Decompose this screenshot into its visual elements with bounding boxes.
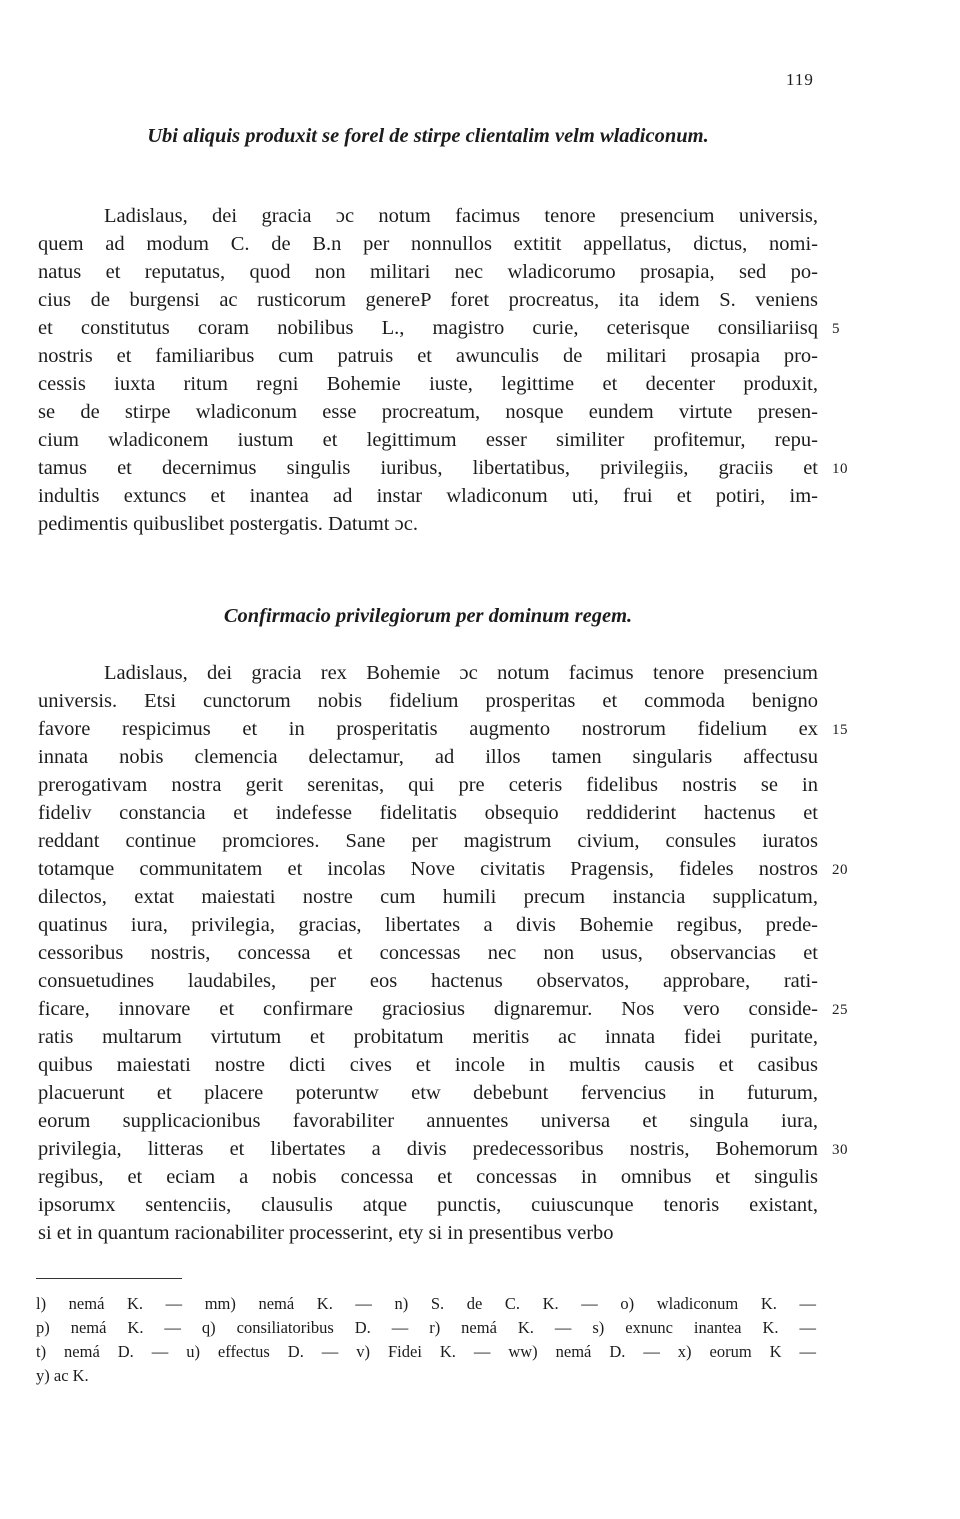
text-line (38, 1135, 848, 1163)
text-line (38, 398, 818, 426)
text-line (38, 510, 818, 538)
text-line (38, 286, 818, 314)
footnote-divider (36, 1278, 182, 1279)
text-line (38, 314, 840, 342)
text-line (38, 1219, 818, 1247)
section-2-body (38, 659, 848, 1247)
text-line (38, 659, 818, 687)
section-2-title: Confirmacio privilegiorum per dominum regem. (223, 605, 633, 627)
page-number: 119 (786, 70, 814, 89)
line-number: 10 (832, 461, 848, 477)
line-text: cium wladiconem iustum et legittimum esser similiter profitemur, repu- (38, 429, 818, 451)
text-line (38, 715, 848, 743)
text-line (38, 230, 818, 258)
line-text: indultis extuncs et inantea ad instar wladiconum uti, frui et potiri, im- (38, 485, 818, 507)
line-number: 20 (832, 862, 848, 878)
footnote-line: p) nemá K. — q) consiliatoribus D. — r) nemá K. — s) exnunc inantea K. — (36, 1318, 816, 1337)
line-text: universis. Etsi cunctorum nobis fidelium prosperitas et commoda benigno (38, 690, 818, 712)
line-text: tamus et decernimus singulis iuribus, libertatibus, privilegiis, graciis et (38, 457, 818, 479)
line-text: nostris et familiaribus cum patruis et awunculis de militari prosapia pro- (38, 345, 818, 367)
line-number: 25 (832, 1002, 848, 1018)
line-number: 30 (832, 1142, 848, 1158)
text-line (38, 1079, 818, 1107)
line-text: pedimentis quibuslibet postergatis. Datumt ɔc. (38, 513, 418, 535)
text-line (38, 771, 818, 799)
section-1-body (38, 202, 848, 538)
line-text: ipsorumx sentenciis, clausulis atque punctis, cuiuscunque tenoris existant, (38, 1194, 818, 1216)
line-text: eorum supplicacionibus favorabiliter annuentes universa et singula iura, (38, 1110, 818, 1132)
text-line (38, 967, 818, 995)
line-text: consuetudines laudabiles, per eos hactenus observatos, approbare, rati- (38, 970, 818, 992)
line-text: et constitutus coram nobilibus L., magistro curie, ceterisque consiliariisq (38, 317, 818, 339)
line-text: Ladislaus, dei gracia rex Bohemie ɔc notum facimus tenore presencium (104, 662, 818, 684)
line-text: cessis iuxta ritum regni Bohemie iuste, legittime et decenter produxit, (38, 373, 818, 395)
text-line (38, 995, 848, 1023)
text-line (38, 911, 818, 939)
line-text: quibus maiestati nostre dicti cives et incole in multis causis et casibus (38, 1054, 818, 1076)
line-text: si et in quantum racionabiliter processerint, ety si in presentibus verbo (38, 1222, 614, 1244)
line-text: quatinus iura, privilegia, gracias, libertates a divis Bohemie regibus, prede- (38, 914, 818, 936)
text-line (38, 1051, 818, 1079)
footnote-line: l) nemá K. — mm) nemá K. — n) S. de C. K. — o) wladiconum K. — (36, 1294, 816, 1313)
text-line (38, 426, 818, 454)
text-line (38, 827, 818, 855)
line-text: totamque communitatem et incolas Nove civitatis Pragensis, fideles nostros (38, 858, 818, 880)
line-text: Ladislaus, dei gracia ɔc notum facimus tenore presencium universis, (104, 205, 818, 227)
footnote-line: t) nemá D. — u) effectus D. — v) Fidei K. — ww) nemá D. — x) eorum K — (36, 1342, 816, 1361)
text-line (38, 883, 818, 911)
line-text: cius de burgensi ac rusticorum genereP foret procreatus, ita idem S. veniens (38, 289, 818, 311)
line-text: ratis multarum virtutum et probitatum meritis ac innata fidei puritate, (38, 1026, 818, 1048)
text-line (38, 743, 818, 771)
line-text: ficare, innovare et confirmare graciosius dignaremur. Nos vero conside- (38, 998, 818, 1020)
line-text: quem ad modum C. de B.n per nonnullos extitit appellatus, dictus, nomi- (38, 233, 818, 255)
line-text: reddant continue promciores. Sane per magistrum civium, consules iuratos (38, 830, 818, 852)
line-text: dilectos, extat maiestati nostre cum humili precum instancia supplicatum, (38, 886, 818, 908)
text-line (38, 1191, 818, 1219)
text-line (38, 939, 818, 967)
text-line (38, 799, 818, 827)
section-1-title: Ubi aliquis produxit se forel de stirpe clientalim velm wladiconum. (147, 125, 709, 147)
text-line (38, 370, 818, 398)
line-number: 5 (832, 321, 840, 337)
line-text: cessoribus nostris, concessa et concessas nec non usus, observancias et (38, 942, 818, 964)
line-text: favore respicimus et in prosperitatis augmento nostrorum fidelium ex (38, 718, 818, 740)
line-text: se de stirpe wladiconum esse procreatum, nosque eundem virtute presen- (38, 401, 818, 423)
text-line (38, 1163, 818, 1191)
text-line (38, 1023, 818, 1051)
text-line (38, 342, 818, 370)
text-line (38, 855, 848, 883)
text-line (38, 1107, 818, 1135)
footnotes (36, 1292, 816, 1388)
line-text: natus et reputatus, quod non militari nec wladicorumo prosapia, sed po- (38, 261, 818, 283)
line-text: fideliv constancia et indefesse fidelitatis obsequio reddiderint hactenus et (38, 802, 818, 824)
line-number: 15 (832, 722, 848, 738)
text-line (38, 202, 818, 230)
text-line (38, 454, 848, 482)
line-text: regibus, et eciam a nobis concessa et concessas in omnibus et singulis (38, 1166, 818, 1188)
text-line (38, 687, 818, 715)
line-text: placuerunt et placere poteruntw etw debebunt fervencius in futurum, (38, 1082, 818, 1104)
text-line (38, 258, 818, 286)
footnote-line: y) ac K. (36, 1366, 89, 1385)
line-text: prerogativam nostra gerit serenitas, qui pre ceteris fidelibus nostris se in (38, 774, 818, 796)
line-text: innata nobis clemencia delectamur, ad illos tamen singularis affectusu (38, 746, 818, 768)
line-text: privilegia, litteras et libertates a divis predecessoribus nostris, Bohemorum (38, 1138, 818, 1160)
text-line (38, 482, 818, 510)
